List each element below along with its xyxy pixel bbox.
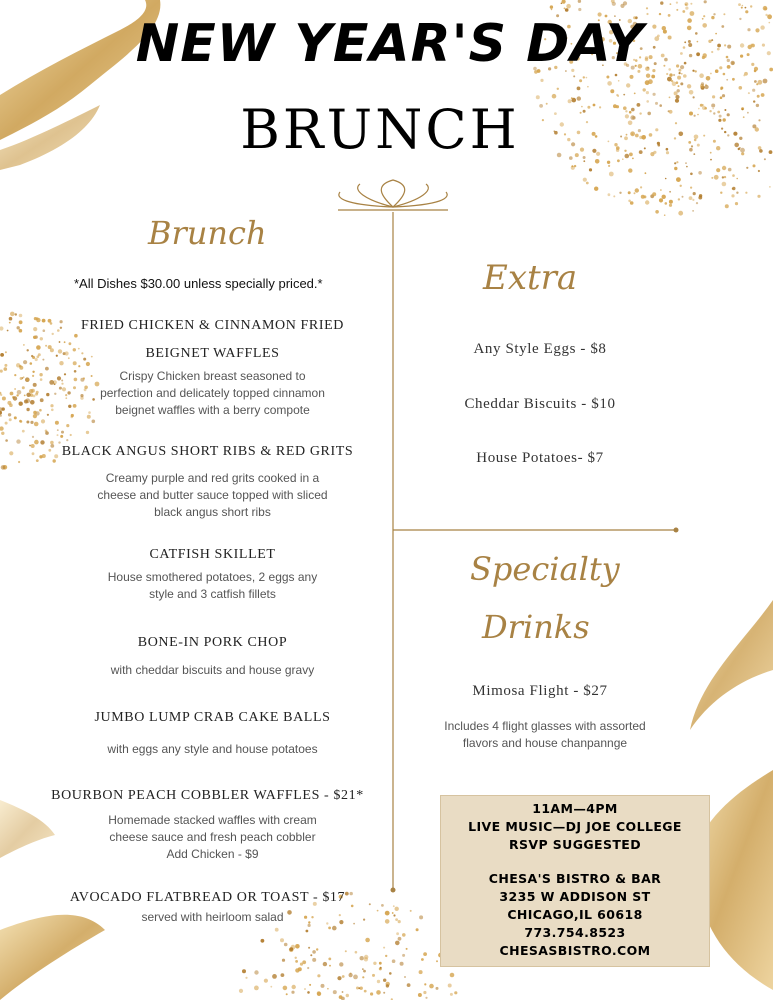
drink-item-mimosa: Mimosa Flight - $27 [472, 683, 608, 699]
title-line-2: BRUNCH [240, 98, 520, 161]
glitter-burst-bottom [239, 892, 458, 1000]
gold-splash-bottom-left [0, 915, 105, 1000]
dish-fried-chicken-desc: Crispy Chicken breast seasoned to perfection and delicately topped cinnamon beignet waffles with a berry compote [100, 369, 325, 417]
dish-catfish-desc: House smothered potatoes, 2 eggs any style and 3 catfish fillets [107, 570, 318, 601]
drinks-heading-line-2: Drinks [482, 608, 590, 646]
info-venue: CHESA'S BISTRO & BAR [488, 871, 662, 886]
dish-catfish-name: CATFISH SKILLET [149, 547, 276, 562]
drink-item-mimosa-desc: Includes 4 flight glasses with assorted flavors and house chanpannge [444, 719, 646, 750]
info-hours: 11AM—4PM [532, 801, 618, 816]
info-street: 3235 W ADDISON ST [499, 889, 651, 904]
dish-fried-chicken-name-1: FRIED CHICKEN & CINNAMON FRIED [80, 318, 344, 333]
gold-splash-right [690, 600, 773, 730]
event-info-box [440, 795, 710, 967]
title-line-1: NEW YEAR'S DAY [135, 14, 645, 74]
dish-pork-chop-name: BONE-IN PORK CHOP [137, 635, 288, 650]
dish-peach-waffles-name: BOURBON PEACH COBBLER WAFFLES - $21* [51, 788, 364, 803]
info-rsvp: RSVP SUGGESTED [508, 837, 642, 852]
info-city: CHICAGO,IL 60618 [507, 907, 643, 922]
center-ornament [338, 180, 448, 210]
dish-fried-chicken-name-2: BEIGNET WAFFLES [145, 346, 280, 361]
pricing-note: *All Dishes $30.00 unless specially priced.* [74, 276, 323, 291]
dish-short-ribs-desc: Creamy purple and red grits cooked in a cheese and butter sauce topped with sliced black angus short ribs [97, 471, 328, 519]
dish-crab-cake-desc: with eggs any style and house potatoes [107, 742, 318, 756]
dish-peach-waffles-desc: Homemade stacked waffles with cream cheese sauce and fresh peach cobbler Add Chicken - $9 [108, 813, 317, 861]
dish-short-ribs-name: BLACK ANGUS SHORT RIBS & RED GRITS [61, 444, 354, 459]
drinks-heading-line-1: Specialty [470, 550, 620, 588]
info-spacer [441, 854, 709, 870]
gold-splash-left-mid [0, 800, 55, 858]
info-phone: 773.754.8523 [524, 925, 626, 940]
dish-pork-chop-desc: with cheddar biscuits and house gravy [110, 663, 315, 677]
extra-item-potatoes: House Potatoes- $7 [476, 450, 604, 466]
dish-avocado-name: AVOCADO FLATBREAD OR TOAST - $17 [69, 890, 346, 905]
extra-item-eggs: Any Style Eggs - $8 [473, 341, 607, 357]
dish-crab-cake-name: JUMBO LUMP CRAB CAKE BALLS [94, 710, 331, 725]
info-website: CHESASBISTRO.COM [499, 943, 651, 958]
extra-item-biscuits: Cheddar Biscuits - $10 [464, 396, 616, 412]
info-live-music: LIVE MUSIC—DJ JOE COLLEGE [468, 819, 682, 834]
extra-heading: Extra [483, 258, 578, 298]
brunch-heading: Brunch [148, 214, 267, 252]
dish-avocado-desc: served with heirloom salad [141, 910, 284, 924]
